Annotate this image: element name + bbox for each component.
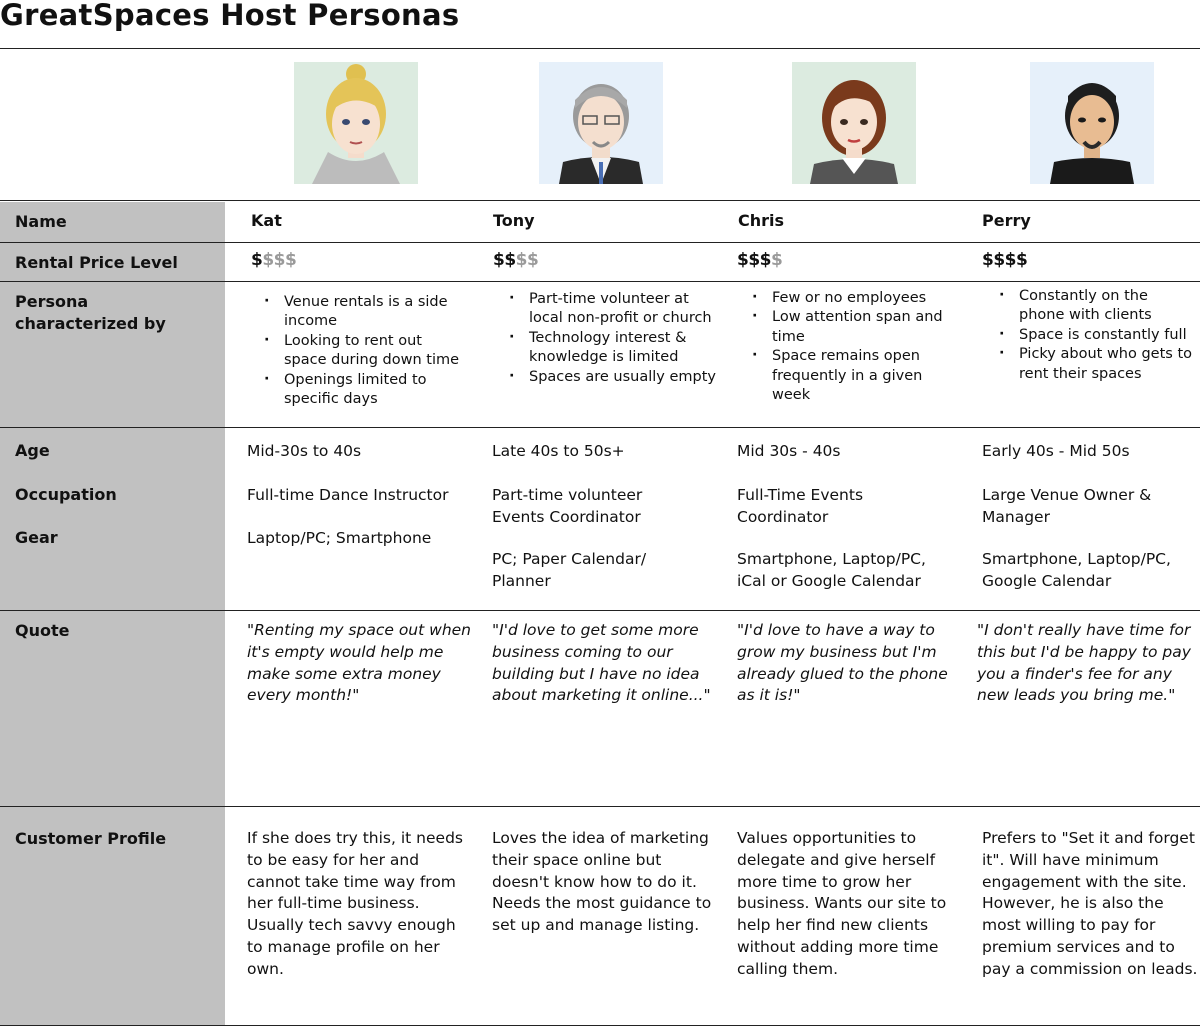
avatar-tony: [539, 62, 663, 184]
row-divider: [0, 281, 1200, 282]
label-name: Name: [15, 212, 67, 231]
characteristics-list: [997, 287, 1197, 384]
occupation-value: Full-time Dance Instructor: [247, 486, 449, 504]
list-item: · Low attention span and time: [750, 308, 950, 347]
label-quote: Quote: [15, 621, 70, 640]
page-title: GreatSpaces Host Personas: [0, 0, 460, 32]
price-level: $$$$: [982, 250, 1028, 270]
price-level: $$$$: [493, 250, 539, 270]
age-value: Early 40s - Mid 50s: [982, 442, 1130, 460]
list-item: · Part-time volunteer at local non-profit or church: [507, 290, 717, 329]
list-item: · Picky about who gets to rent their spaces: [997, 345, 1197, 384]
profile-text: If she does try this, it needs to be easy for her and cannot take time way from her full-time business. Usually tech savvy enough to manage profile on her own.: [247, 829, 463, 978]
row-divider: [0, 427, 1200, 428]
persona-name: Tony: [493, 211, 535, 230]
quote-text: "Renting my space out when it's empty would help me make some extra money every month!": [247, 621, 472, 705]
characteristics-list: [262, 293, 467, 409]
persona-name: Chris: [738, 211, 785, 230]
gear-value: PC; Paper Calendar/ Planner: [492, 550, 647, 590]
list-item: · Technology interest & knowledge is limited: [507, 329, 717, 368]
characteristics-list: [750, 289, 950, 405]
list-item: · Looking to rent out space during down time: [262, 332, 467, 371]
price-level: $$$$: [251, 250, 297, 270]
row-divider: [0, 610, 1200, 611]
occupation-value: Large Venue Owner & Manager: [982, 486, 1152, 526]
profile-text: Loves the idea of marketing their space online but doesn't know how to do it. Needs the most guidance to set up and manage listing.: [492, 829, 712, 935]
label-characterized: Persona characterized by: [15, 292, 166, 333]
table-bottom-border: [0, 1025, 1200, 1026]
row-divider: [0, 242, 1200, 243]
age-value: Late 40s to 50s+: [492, 442, 625, 460]
label-occupation: Occupation: [15, 485, 117, 504]
gear-value: Smartphone, Laptop/PC, Google Calendar: [982, 550, 1171, 590]
label-gear: Gear: [15, 528, 58, 547]
profile-text: Prefers to "Set it and forget it". Will have minimum engagement with the site. However, he is also the most willing to pay for premium services and to pay a commission on leads.: [982, 829, 1198, 978]
label-price: Rental Price Level: [15, 253, 178, 272]
list-item: · Venue rentals is a side income: [262, 293, 467, 332]
avatar-kat: [294, 62, 418, 184]
header-divider: [0, 200, 1200, 201]
persona-name: Kat: [251, 211, 282, 230]
profile-text: Values opportunities to delegate and give herself more time to grow her business. Wants our site to help her find new clients without adding more time calling them.: [737, 829, 947, 978]
avatar-chris: [792, 62, 916, 184]
age-value: Mid 30s - 40s: [737, 442, 841, 460]
occupation-value: Part-time volunteer Events Coordinator: [492, 486, 643, 526]
characteristics-list: [507, 290, 717, 387]
label-profile: Customer Profile: [15, 829, 167, 848]
row-divider: [0, 806, 1200, 807]
gear-value: Smartphone, Laptop/PC, iCal or Google Calendar: [737, 550, 926, 590]
title-divider: [0, 48, 1200, 49]
list-item: · Spaces are usually empty: [507, 368, 717, 387]
list-item: · Few or no employees: [750, 289, 950, 308]
age-value: Mid-30s to 40s: [247, 442, 362, 460]
list-item: · Constantly on the phone with clients: [997, 287, 1197, 326]
quote-text: "I'd love to have a way to grow my business but I'm already glued to the phone as it is!": [737, 621, 948, 705]
quote-text: "I'd love to get some more business coming to our building but I have no idea about marketing it online...": [492, 621, 711, 705]
label-age: Age: [15, 441, 50, 460]
avatar-perry: [1030, 62, 1154, 184]
persona-name: Perry: [982, 211, 1031, 230]
price-level: $$$$: [737, 250, 783, 270]
quote-text: "I don't really have time for this but I'd be happy to pay you a finder's fee for any new leads you bring me.": [977, 621, 1191, 705]
list-item: · Space remains open frequently in a given week: [750, 347, 950, 405]
list-item: · Openings limited to specific days: [262, 371, 467, 410]
occupation-value: Full-Time Events Coordinator: [737, 486, 864, 526]
list-item: · Space is constantly full: [997, 326, 1197, 345]
gear-value: Laptop/PC; Smartphone: [247, 529, 432, 547]
